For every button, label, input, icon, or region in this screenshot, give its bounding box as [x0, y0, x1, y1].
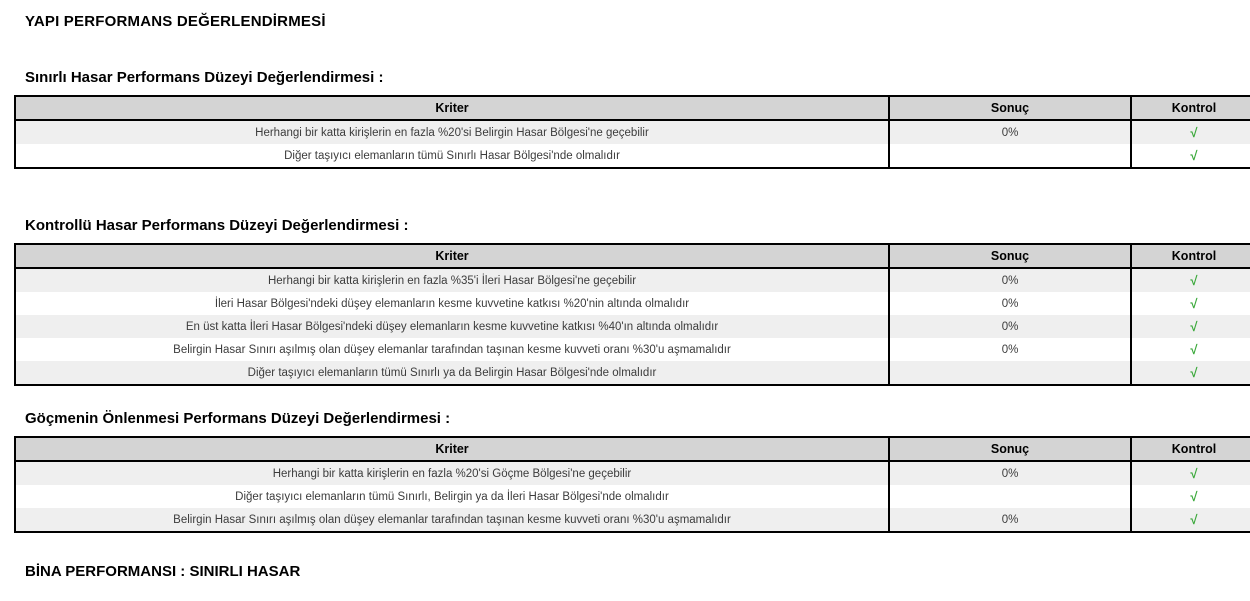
criterion-cell: Diğer taşıyıcı elemanların tümü Sınırlı, Belirgin ya da İleri Hasar Bölgesi'nde olmalıdır: [235, 490, 669, 503]
result-cell: 0%: [889, 120, 1131, 144]
table-row: [15, 315, 1250, 338]
criterion-cell: Diğer taşıyıcı elemanların tümü Sınırlı ya da Belirgin Hasar Bölgesi'nde olmalıdır: [247, 366, 657, 379]
result-cell: 0%: [889, 268, 1131, 292]
column-header-sonuc: Sonuç: [889, 96, 1131, 120]
criterion-cell: Herhangi bir katta kirişlerin en fazla %35'i İleri Hasar Bölgesi'ne geçebilir: [267, 274, 637, 287]
evaluation-section: [0, 69, 1250, 169]
column-header-kriter: Kriter: [15, 244, 889, 268]
table-row: [15, 120, 1250, 144]
column-header-kriter: Kriter: [15, 437, 889, 461]
column-header-kontrol: Kontrol: [1131, 244, 1250, 268]
control-cell: [1131, 315, 1250, 338]
criterion-cell: Herhangi bir katta kirişlerin en fazla %20'si Göçme Bölgesi'ne geçebilir: [272, 467, 632, 480]
control-cell: [1131, 485, 1250, 508]
control-cell: [1131, 292, 1250, 315]
criterion-cell: Belirgin Hasar Sınırı aşılmış olan düşey elemanlar tarafından taşınan kesme kuvveti oranı %30'u aşmamalıdır: [173, 343, 731, 356]
criteria-table: [14, 243, 1250, 386]
control-cell: [1131, 338, 1250, 361]
control-cell: [1131, 268, 1250, 292]
criteria-table: [14, 436, 1250, 533]
control-cell: [1131, 508, 1250, 532]
column-header-sonuc: Sonuç: [889, 437, 1131, 461]
check-icon: √: [1190, 147, 1198, 163]
table-row: [15, 361, 1250, 385]
result-cell: [889, 485, 1131, 508]
section-heading: Sınırlı Hasar Performans Düzeyi Değerlendirmesi :: [25, 69, 384, 86]
criterion-cell: Belirgin Hasar Sınırı aşılmış olan düşey elemanlar tarafından taşınan kesme kuvveti oranı %30'u aşmamalıdır: [173, 513, 731, 526]
header-row: [15, 437, 1250, 461]
criterion-cell: En üst katta İleri Hasar Bölgesi'ndeki düşey elemanların kesme kuvvetine katkısı %40'ın altında olmalıdır: [185, 320, 719, 333]
building-performance-result: BİNA PERFORMANSI : SINIRLI HASAR: [25, 563, 301, 580]
check-icon: √: [1190, 488, 1198, 504]
control-cell: [1131, 144, 1250, 168]
table-header: [15, 244, 1250, 268]
table-row: [15, 144, 1250, 168]
column-header-kontrol: Kontrol: [1131, 96, 1250, 120]
control-cell: [1131, 461, 1250, 485]
page-title: YAPI PERFORMANS DEĞERLENDİRMESİ: [25, 13, 326, 30]
table-row: [15, 268, 1250, 292]
criteria-table: [14, 95, 1250, 169]
section-heading: Göçmenin Önlenmesi Performans Düzeyi Değerlendirmesi :: [25, 410, 451, 427]
result-cell: 0%: [889, 292, 1131, 315]
table-row: [15, 461, 1250, 485]
column-header-kontrol: Kontrol: [1131, 437, 1250, 461]
check-icon: √: [1190, 364, 1198, 380]
table-row: [15, 338, 1250, 361]
criterion-cell: İleri Hasar Bölgesi'ndeki düşey elemanların kesme kuvvetine katkısı %20'nin altında olmalıdır: [214, 297, 690, 310]
check-icon: √: [1190, 124, 1198, 140]
table-row: [15, 292, 1250, 315]
result-cell: [889, 361, 1131, 385]
evaluation-section: [0, 410, 1250, 533]
result-cell: 0%: [889, 338, 1131, 361]
check-icon: √: [1190, 272, 1198, 288]
table-header: [15, 437, 1250, 461]
criterion-cell: Herhangi bir katta kirişlerin en fazla %20'si Belirgin Hasar Bölgesi'ne geçebilir: [255, 126, 649, 139]
check-icon: √: [1190, 295, 1198, 311]
header-row: [15, 244, 1250, 268]
header-row: [15, 96, 1250, 120]
section-heading: Kontrollü Hasar Performans Düzeyi Değerlendirmesi :: [25, 217, 409, 234]
sections-container: [0, 69, 1250, 533]
result-cell: [889, 144, 1131, 168]
control-cell: [1131, 120, 1250, 144]
table-header: [15, 96, 1250, 120]
check-icon: √: [1190, 318, 1198, 334]
control-cell: [1131, 361, 1250, 385]
column-header-kriter: Kriter: [15, 96, 889, 120]
check-icon: √: [1190, 511, 1198, 527]
criterion-cell: Diğer taşıyıcı elemanların tümü Sınırlı Hasar Bölgesi'nde olmalıdır: [284, 149, 620, 162]
result-cell: 0%: [889, 508, 1131, 532]
column-header-sonuc: Sonuç: [889, 244, 1131, 268]
evaluation-section: [0, 217, 1250, 386]
check-icon: √: [1190, 341, 1198, 357]
table-row: [15, 508, 1250, 532]
table-row: [15, 485, 1250, 508]
check-icon: √: [1190, 465, 1198, 481]
result-cell: 0%: [889, 461, 1131, 485]
result-cell: 0%: [889, 315, 1131, 338]
